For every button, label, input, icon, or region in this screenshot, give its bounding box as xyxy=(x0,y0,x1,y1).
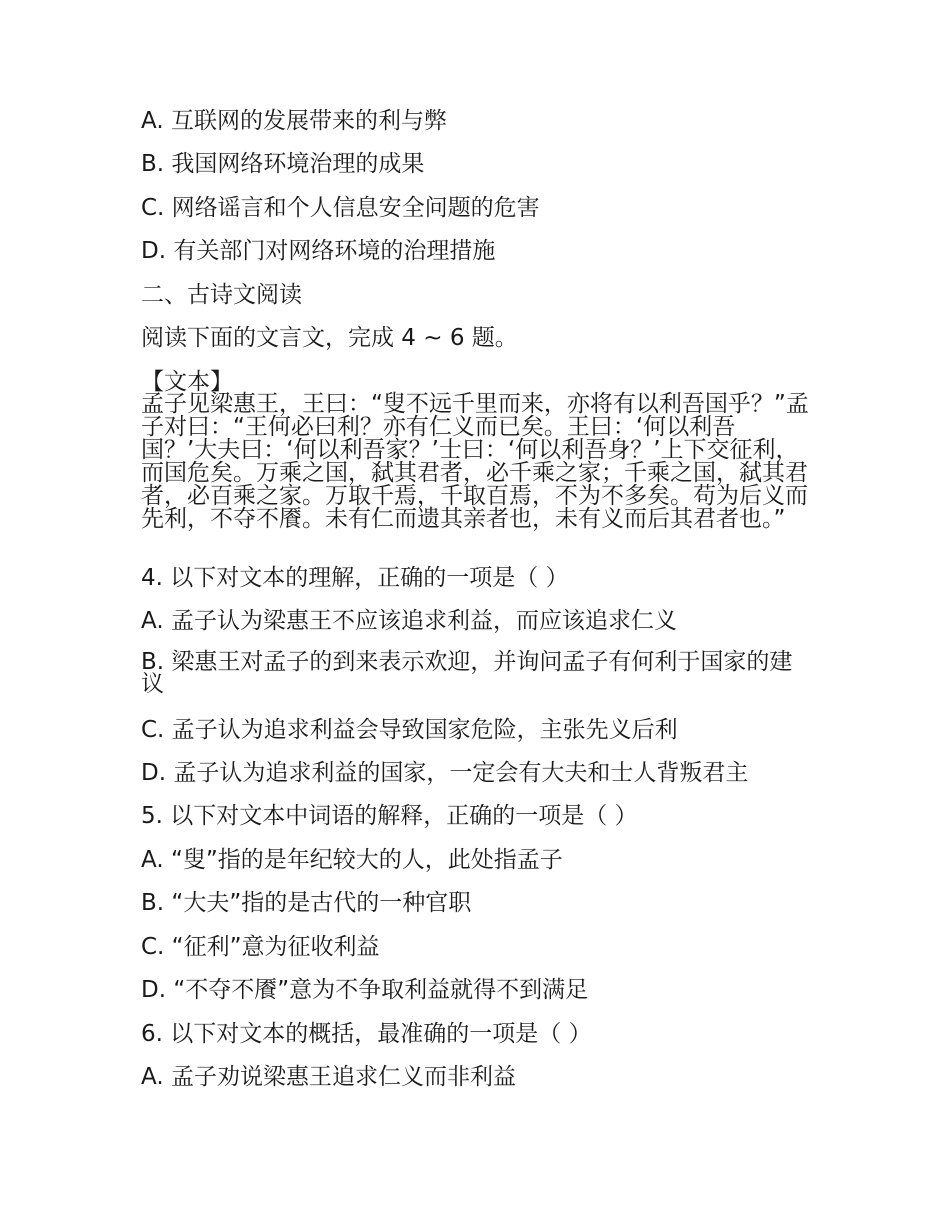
classical-passage: 孟子见梁惠王，王曰：“叟不远千里而来，亦将有以利吾国乎？”孟子对曰：“王何必曰利？亦有仁义而已矣。王曰：‘何以利吾国？’大夫曰：‘何以利吾家？’士曰：‘何以利吾身？’上下交征利，而国危矣。万乘之国，弑其君者，必千乘之家；千乘之国，弑其君者，必百乘之家。万取千焉，千取百焉，不为不多矣。苟为后义而先利，不夺不餍。未有仁而遗其亲者也，未有义而后其君者也。” xyxy=(141,391,809,532)
q5-option-c: C. “征利”意为征收利益 xyxy=(141,934,380,960)
q5-option-b: B. “大夫”指的是古代的一种官职 xyxy=(141,890,472,916)
q4-option-a: A. 孟子认为梁惠王不应该追求利益，而应该追求仁义 xyxy=(141,608,677,634)
q6-option-a: A. 孟子劝说梁惠王追求仁义而非利益 xyxy=(141,1064,516,1090)
q5-option-a: A. “叟”指的是年纪较大的人，此处指孟子 xyxy=(141,847,563,873)
q4-option-c: C. 孟子认为追求利益会导致国家危险，主张先义后利 xyxy=(141,717,678,743)
section-title: 二、古诗文阅读 xyxy=(141,282,302,308)
q3-option-c: C. 网络谣言和个人信息安全问题的危害 xyxy=(141,195,540,221)
q5-stem: 5. 以下对文本中词语的解释，正确的一项是（ ） xyxy=(141,803,638,829)
q3-option-b: B. 我国网络环境治理的成果 xyxy=(141,151,425,177)
q4-option-d: D. 孟子认为追求利益的国家，一定会有大夫和士人背叛君主 xyxy=(141,760,749,786)
reading-instruction: 阅读下面的文言文，完成 4 ~ 6 题。 xyxy=(141,325,518,351)
q3-option-d: D. 有关部门对网络环境的治理措施 xyxy=(141,238,496,264)
q4-stem: 4. 以下对文本的理解，正确的一项是（ ） xyxy=(141,565,569,591)
q3-option-a: A. 互联网的发展带来的利与弊 xyxy=(141,108,447,134)
text-label: 【文本】 xyxy=(141,369,233,395)
q6-stem: 6. 以下对文本的概括，最准确的一项是（ ） xyxy=(141,1021,592,1047)
q4-option-b: B. 梁惠王对孟子的到来表示欢迎，并询问孟子有何利于国家的建议 xyxy=(141,649,793,697)
q5-option-d: D. “不夺不餍”意为不争取利益就得不到满足 xyxy=(141,977,589,1003)
